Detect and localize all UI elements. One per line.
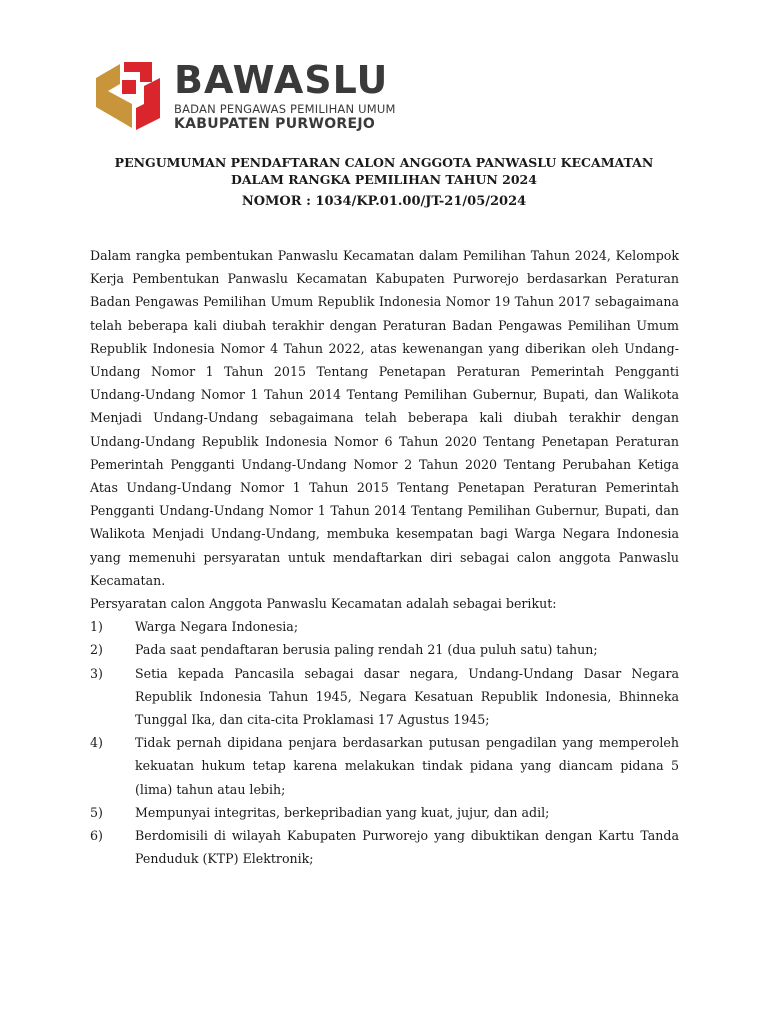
list-item-text: Setia kepada Pancasila sebagai dasar negara, Undang-Undang Dasar Negara Republik Indonesia Tahun 1945, Negara Kesatuan Republik Indonesia, Bhinneka Tunggal Ika, dan cita-cita Proklamasi 17 Agustus 1945; bbox=[135, 665, 679, 728]
list-item-number: 4) bbox=[90, 735, 103, 751]
list-item bbox=[90, 801, 679, 824]
list-item-text: Warga Negara Indonesia; bbox=[135, 619, 299, 635]
document-body bbox=[90, 244, 679, 870]
bawaslu-logo bbox=[94, 58, 396, 133]
bawaslu-emblem-icon bbox=[94, 58, 166, 130]
list-item-number: 5) bbox=[90, 804, 103, 820]
brand-name: BAWASLU bbox=[174, 58, 389, 102]
list-item bbox=[90, 731, 679, 801]
list-item-number: 3) bbox=[90, 665, 103, 681]
title-line-2: DALAM RANGKA PEMILIHAN TAHUN 2024 bbox=[231, 172, 537, 187]
brand-subtitle: BADAN PENGAWAS PEMILIHAN UMUM bbox=[174, 102, 396, 116]
document-title bbox=[80, 154, 688, 188]
list-item-text: Mempunyai integritas, berkepribadian yang kuat, jujur, dan adil; bbox=[135, 804, 550, 820]
list-item bbox=[90, 824, 679, 870]
list-item-number: 2) bbox=[90, 642, 103, 658]
list-item-number: 1) bbox=[90, 619, 103, 635]
list-item bbox=[90, 662, 679, 732]
list-item-text: Berdomisili di wilayah Kabupaten Purworejo yang dibuktikan dengan Kartu Tanda Penduduk (KTP) Elektronik; bbox=[135, 828, 679, 867]
list-item-number: 6) bbox=[90, 828, 103, 844]
list-item bbox=[90, 638, 679, 661]
requirements-list bbox=[90, 615, 679, 870]
list-item bbox=[90, 615, 679, 638]
intro-paragraph: Dalam rangka pembentukan Panwaslu Kecamatan dalam Pemilihan Tahun 2024, Kelompok Kerja Pembentukan Panwaslu Kecamatan Kabupaten Purworejo berdasarkan Peraturan Badan Pengawas Pemilihan Umum Republik Indonesia Nomor 19 Tahun 2017 sebagaimana telah beberapa kali diubah terakhir dengan Peraturan Badan Pengawas Pemilihan Umum Republik Indonesia Nomor 4 Tahun 2022, atas kewenangan yang diberikan oleh Undang-Undang Nomor 1 Tahun 2015 Tentang Penetapan Peraturan Pemerintah Pengganti Undang-Undang Nomor 1 Tahun 2014 Tentang Pemilihan Gubernur, Bupati, dan Walikota Menjadi Undang-Undang sebagaimana telah beberapa kali diubah terakhir dengan Undang-Undang Republik Indonesia Nomor 6 Tahun 2020 Tentang Penetapan Peraturan Pemerintah Pengganti Undang-Undang Nomor 2 Tahun 2020 Tentang Perubahan Ketiga Atas Undang-Undang Nomor 1 Tahun 2015 Tentang Penetapan Peraturan Pemerintah Pengganti Undang-Undang Nomor 1 Tahun 2014 Tentang Pemilihan Gubernur, Bupati, dan Walikota Menjadi Undang-Undang, membuka kesempatan bagi Warga Negara Indonesia yang memenuhi persyaratan untuk mendaftarkan diri sebagai calon anggota Panwaslu Kecamatan. bbox=[90, 248, 679, 588]
title-line-1: PENGUMUMAN PENDAFTARAN CALON ANGGOTA PANWASLU KECAMATAN bbox=[114, 155, 654, 170]
requirements-intro: Persyaratan calon Anggota Panwaslu Kecamatan adalah sebagai berikut: bbox=[90, 596, 557, 612]
brand-region: KABUPATEN PURWOREJO bbox=[174, 116, 376, 132]
document-number: NOMOR : 1034/KP.01.00/JT-21/05/2024 bbox=[241, 194, 527, 209]
list-item-text: Pada saat pendaftaran berusia paling rendah 21 (dua puluh satu) tahun; bbox=[135, 642, 598, 658]
list-item-text: Tidak pernah dipidana penjara berdasarkan putusan pengadilan yang memperoleh kekuatan hukum tetap karena melakukan tindak pidana yang diancam pidana 5 (lima) tahun atau lebih; bbox=[135, 735, 679, 797]
